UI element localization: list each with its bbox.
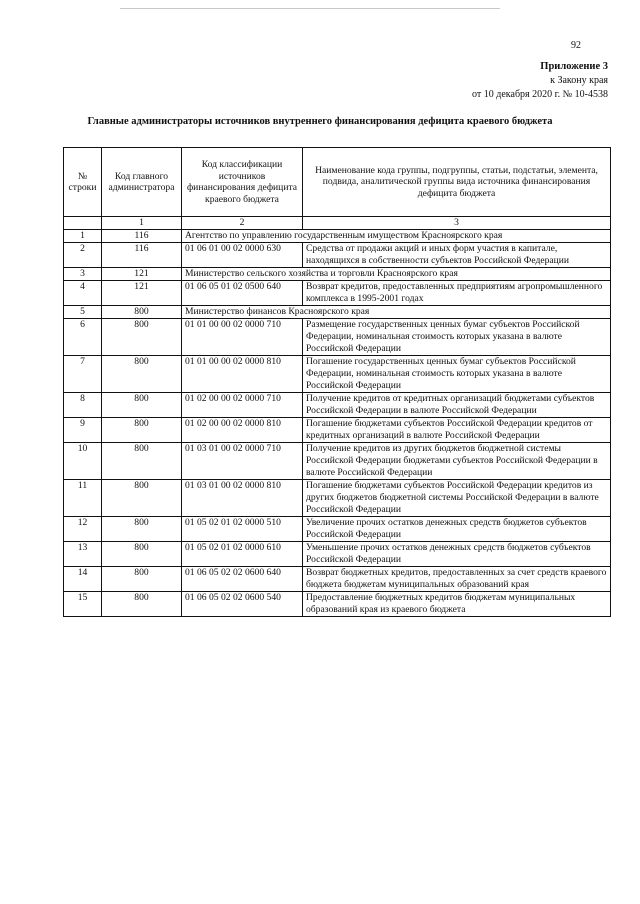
code-name: Размещение государственных ценных бумаг субъектов Российской Федерации, номинальная стоимость которых указана в валюте Российской Федерации: [303, 319, 611, 356]
table-row: [64, 306, 611, 319]
table-row: [64, 393, 611, 418]
header-classification-code: Код классификации источников финансирования дефицита краевого бюджета: [182, 148, 303, 217]
classification-code: 01 02 00 00 02 0000 710: [182, 393, 303, 418]
code-name: Получение кредитов от кредитных организаций бюджетами субъектов Российской Федерации в валюте Российской Федерации: [303, 393, 611, 418]
code-name: Возврат бюджетных кредитов, предоставленных за счет средств краевого бюджета бюджетам муниципальных образований края: [303, 567, 611, 592]
table-row: [64, 443, 611, 480]
table-row: [64, 567, 611, 592]
header-admin-code: Код главного администратора: [102, 148, 182, 217]
appendix-block: [472, 60, 608, 102]
row-number: 2: [64, 243, 102, 268]
admin-code: 800: [102, 517, 182, 542]
code-name: Средства от продажи акций и иных форм участия в капитале, находящихся в собственности субъектов Российской Федерации: [303, 243, 611, 268]
code-name: Увеличение прочих остатков денежных средств бюджетов субъектов Российской Федерации: [303, 517, 611, 542]
admin-code: 800: [102, 319, 182, 356]
admin-code: 116: [102, 243, 182, 268]
classification-code: 01 06 05 02 02 0600 640: [182, 567, 303, 592]
table-row: [64, 268, 611, 281]
column-index: 1: [102, 217, 182, 230]
classification-code: 01 06 05 01 02 0500 640: [182, 281, 303, 306]
table-row: [64, 281, 611, 306]
column-index: 2: [182, 217, 303, 230]
code-name: Погашение государственных ценных бумаг субъектов Российской Федерации, номинальная стоимость которых указана в валюте Российской Федерации: [303, 356, 611, 393]
table-row: [64, 480, 611, 517]
header-code-name: Наименование кода группы, подгруппы, статьи, подстатьи, элемента, подвида, аналитической группы вида источника финансирования дефицита бюджета: [303, 148, 611, 217]
classification-code: 01 05 02 01 02 0000 510: [182, 517, 303, 542]
table-row: [64, 230, 611, 243]
table-row: [64, 356, 611, 393]
classification-code: 01 05 02 01 02 0000 610: [182, 542, 303, 567]
row-number: 3: [64, 268, 102, 281]
row-number: 11: [64, 480, 102, 517]
table-row: [64, 592, 611, 617]
table-row: [64, 319, 611, 356]
appendix-law: к Закону края: [550, 75, 608, 86]
code-name: Погашение бюджетами субъектов Российской Федерации кредитов из других бюджетов бюджетной системы Российской Федерации в валюте Российской Федерации: [303, 480, 611, 517]
column-index-empty: [64, 217, 102, 230]
table-row: [64, 517, 611, 542]
row-number: 13: [64, 542, 102, 567]
row-number: 10: [64, 443, 102, 480]
code-name: Уменьшение прочих остатков денежных средств бюджетов субъектов Российской Федерации: [303, 542, 611, 567]
row-number: 12: [64, 517, 102, 542]
table-body: [64, 230, 611, 617]
agency-name: Агентство по управлению государственным имуществом Красноярского края: [182, 230, 611, 243]
table-row: [64, 243, 611, 268]
admin-code: 800: [102, 418, 182, 443]
code-name: Получение кредитов из других бюджетов бюджетной системы Российской Федерации бюджетами субъектов Российской Федерации в валюте Российской Федерации: [303, 443, 611, 480]
row-number: 4: [64, 281, 102, 306]
classification-code: 01 03 01 00 02 0000 710: [182, 443, 303, 480]
agency-name: Министерство сельского хозяйства и торговли Красноярского края: [182, 268, 611, 281]
header-row-number: № строки: [64, 148, 102, 217]
admin-code: 800: [102, 480, 182, 517]
row-number: 7: [64, 356, 102, 393]
code-name: Возврат кредитов, предоставленных предприятиям агропромышленного комплекса в 1995-2001 годах: [303, 281, 611, 306]
row-number: 9: [64, 418, 102, 443]
agency-name: Министерство финансов Красноярского края: [182, 306, 611, 319]
classification-code: 01 01 00 00 02 0000 810: [182, 356, 303, 393]
admin-code: 800: [102, 393, 182, 418]
code-name: Предоставление бюджетных кредитов бюджетам муниципальных образований края из краевого бюджета: [303, 592, 611, 617]
admin-code: 800: [102, 356, 182, 393]
row-number: 5: [64, 306, 102, 319]
scan-top-line: [120, 8, 500, 9]
admin-code: 800: [102, 306, 182, 319]
classification-code: 01 02 00 00 02 0000 810: [182, 418, 303, 443]
appendix-title: Приложение 3: [540, 61, 608, 72]
code-name: Погашение бюджетами субъектов Российской Федерации кредитов от кредитных организаций в валюте Российской Федерации: [303, 418, 611, 443]
classification-code: 01 03 01 00 02 0000 810: [182, 480, 303, 517]
row-number: 8: [64, 393, 102, 418]
row-number: 15: [64, 592, 102, 617]
administrators-table: [63, 147, 611, 617]
admin-code: 800: [102, 567, 182, 592]
column-index: 3: [303, 217, 611, 230]
table-row: [64, 542, 611, 567]
admin-code: 800: [102, 443, 182, 480]
appendix-date: от 10 декабря 2020 г. № 10-4538: [472, 89, 608, 100]
classification-code: 01 06 01 00 02 0000 630: [182, 243, 303, 268]
column-index-row: [64, 217, 611, 230]
admin-code: 800: [102, 592, 182, 617]
row-number: 6: [64, 319, 102, 356]
row-number: 14: [64, 567, 102, 592]
row-number: 1: [64, 230, 102, 243]
admin-code: 116: [102, 230, 182, 243]
admin-code: 121: [102, 268, 182, 281]
table-row: [64, 418, 611, 443]
admin-code: 800: [102, 542, 182, 567]
admin-code: 121: [102, 281, 182, 306]
classification-code: 01 06 05 02 02 0600 540: [182, 592, 303, 617]
page-number: 92: [571, 40, 581, 51]
document-title: Главные администраторы источников внутреннего финансирования дефицита краевого бюджета: [87, 116, 553, 127]
classification-code: 01 01 00 00 02 0000 710: [182, 319, 303, 356]
